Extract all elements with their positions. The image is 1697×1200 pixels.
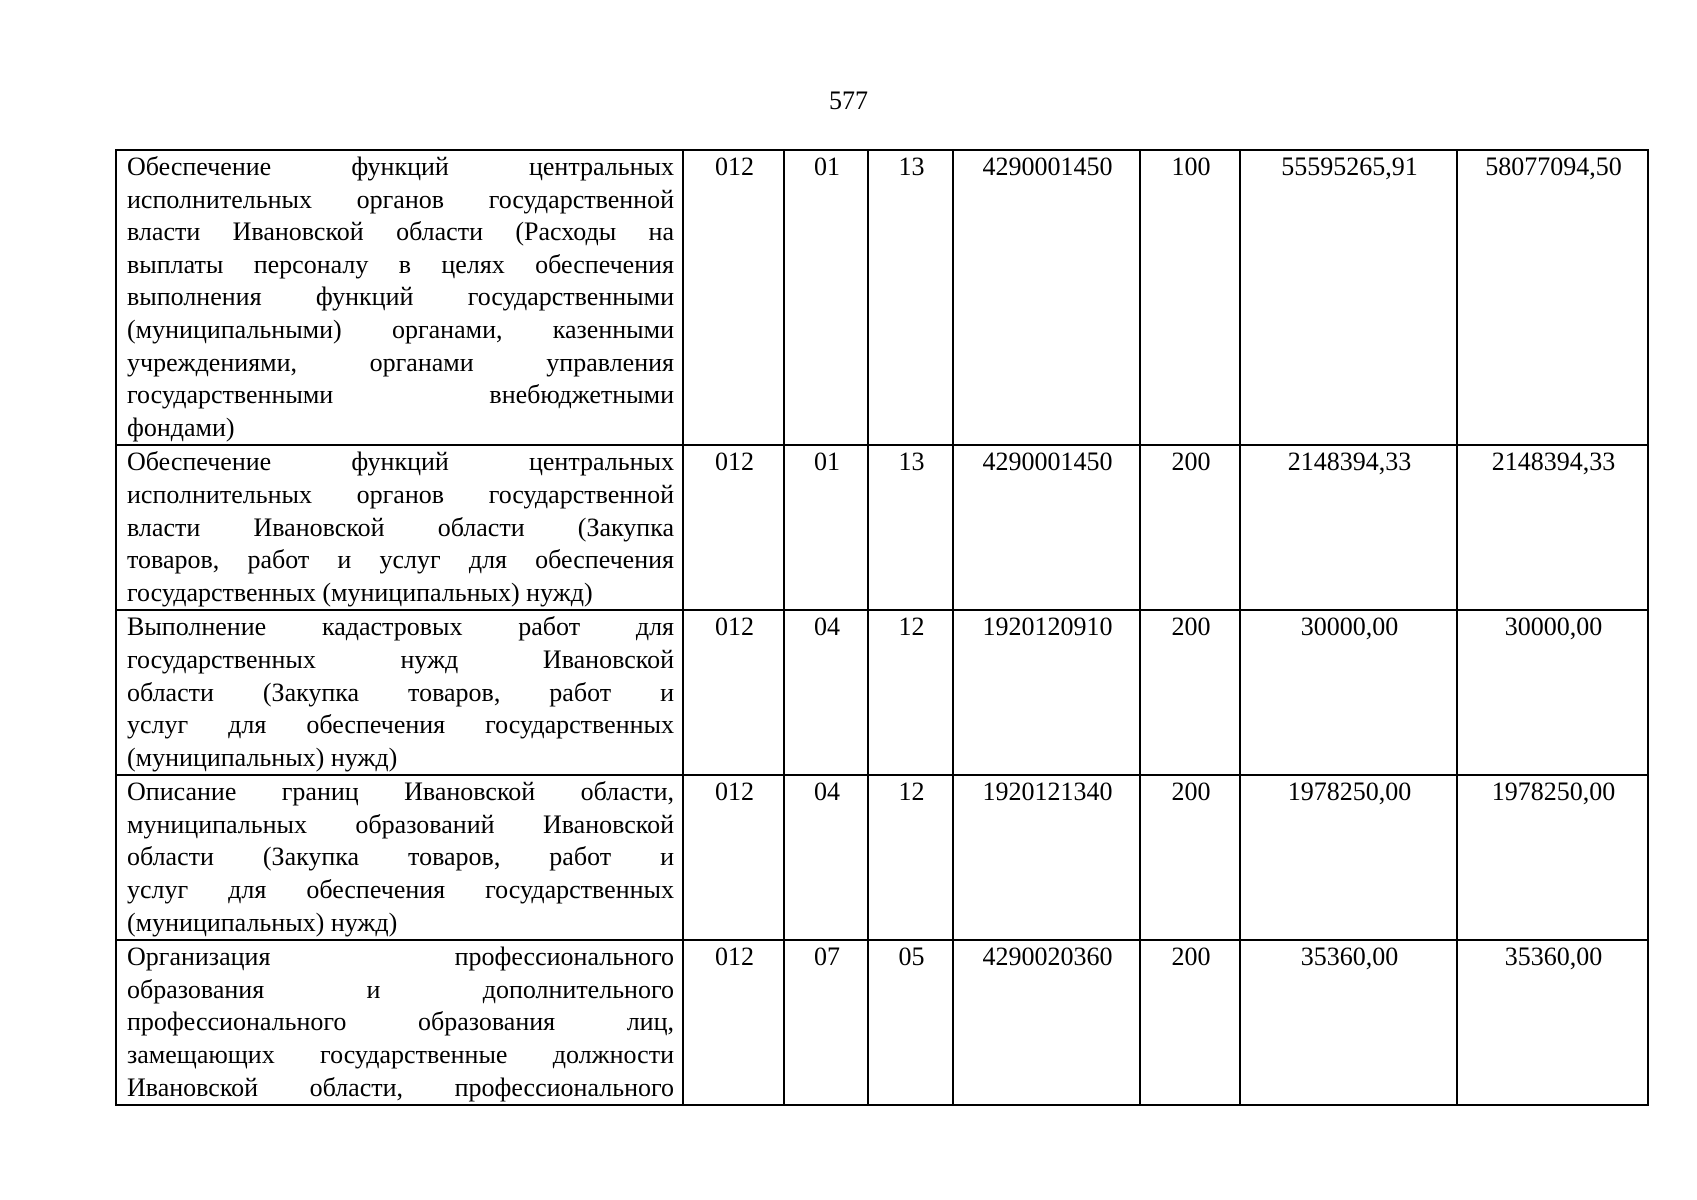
description-line: товаров, работ и услуг для обеспечения [127,545,674,575]
amount-year2-cell: 2148394,33 [1457,445,1648,610]
section-code-cell: 04 [784,610,868,775]
row-description [116,445,683,610]
description-line: учреждениями, органами управления [127,347,674,377]
table-row [116,940,1648,1105]
description-line: Выполнение кадастровых работ для [127,612,674,642]
table-body [116,150,1648,1105]
target-article-cell: 4290020360 [953,940,1140,1105]
expense-type-cell: 200 [1140,610,1240,775]
amount-year2-cell: 58077094,50 [1457,150,1648,445]
description-line: области (Закупка товаров, работ и [127,842,674,872]
description-line: муниципальных образований Ивановской [127,809,674,839]
amount-year2-cell: 35360,00 [1457,940,1648,1105]
description-line: услуг для обеспечения государственных [127,710,674,740]
description-line: образования и дополнительного [127,974,674,1004]
description-line: услуг для обеспечения государственных [127,875,674,905]
section-code-cell: 01 [784,445,868,610]
description-line: (муниципальными) органами, казенными [127,314,674,344]
expense-type-cell: 100 [1140,150,1240,445]
table-row [116,610,1648,775]
description-line: Организация профессионального [127,942,674,972]
section-code-cell: 04 [784,775,868,940]
table-row [116,150,1648,445]
table-row [116,445,1648,610]
amount-year1-cell: 55595265,91 [1240,150,1457,445]
table-row [116,775,1648,940]
row-description [116,940,683,1105]
expense-type-cell: 200 [1140,940,1240,1105]
description-line: профессионального образования лиц, [127,1007,674,1037]
description-line: области (Закупка товаров, работ и [127,677,674,707]
description-line: власти Ивановской области (Расходы на [127,217,674,247]
description-line: Ивановской области, профессионального [127,1072,674,1102]
ministry-code-cell: 012 [683,445,784,610]
target-article-cell: 4290001450 [953,150,1140,445]
page-number-text: 577 [829,86,868,115]
description-line: государственными внебюджетными [127,380,674,410]
expense-type-cell: 200 [1140,445,1240,610]
target-article-cell: 1920121340 [953,775,1140,940]
description-line: власти Ивановской области (Закупка [127,512,674,542]
description-line: государственных нужд Ивановской [127,644,674,674]
subsection-code-cell: 12 [868,610,953,775]
amount-year2-cell: 1978250,00 [1457,775,1648,940]
ministry-code-cell: 012 [683,775,784,940]
target-article-cell: 1920120910 [953,610,1140,775]
budget-table [115,149,1649,1106]
description-line: выполнения функций государственными [127,282,674,312]
amount-year1-cell: 35360,00 [1240,940,1457,1105]
description-line-last: (муниципальных) нужд) [127,742,398,772]
section-code-cell: 01 [784,150,868,445]
subsection-code-cell: 13 [868,150,953,445]
ministry-code-cell: 012 [683,610,784,775]
description-line-last: государственных (муниципальных) нужд) [127,577,593,607]
page-number [0,86,1697,116]
description-line: Обеспечение функций центральных [127,152,674,181]
row-description [116,775,683,940]
row-description [116,150,683,445]
section-code-cell: 07 [784,940,868,1105]
expense-type-cell: 200 [1140,775,1240,940]
amount-year1-cell: 1978250,00 [1240,775,1457,940]
description-line-last: (муниципальных) нужд) [127,907,398,937]
amount-year1-cell: 30000,00 [1240,610,1457,775]
amount-year1-cell: 2148394,33 [1240,445,1457,610]
description-line: Описание границ Ивановской области, [127,777,674,807]
description-line: исполнительных органов государственной [127,479,674,509]
subsection-code-cell: 12 [868,775,953,940]
target-article-cell: 4290001450 [953,445,1140,610]
description-line: выплаты персоналу в целях обеспечения [127,249,674,279]
description-line: Обеспечение функций центральных [127,447,674,477]
description-line: замещающих государственные должности [127,1040,674,1070]
description-line-last: фондами) [127,412,235,442]
amount-year2-cell: 30000,00 [1457,610,1648,775]
ministry-code-cell: 012 [683,940,784,1105]
ministry-code-cell: 012 [683,150,784,445]
subsection-code-cell: 13 [868,445,953,610]
subsection-code-cell: 05 [868,940,953,1105]
row-description [116,610,683,775]
description-line: исполнительных органов государственной [127,184,674,214]
